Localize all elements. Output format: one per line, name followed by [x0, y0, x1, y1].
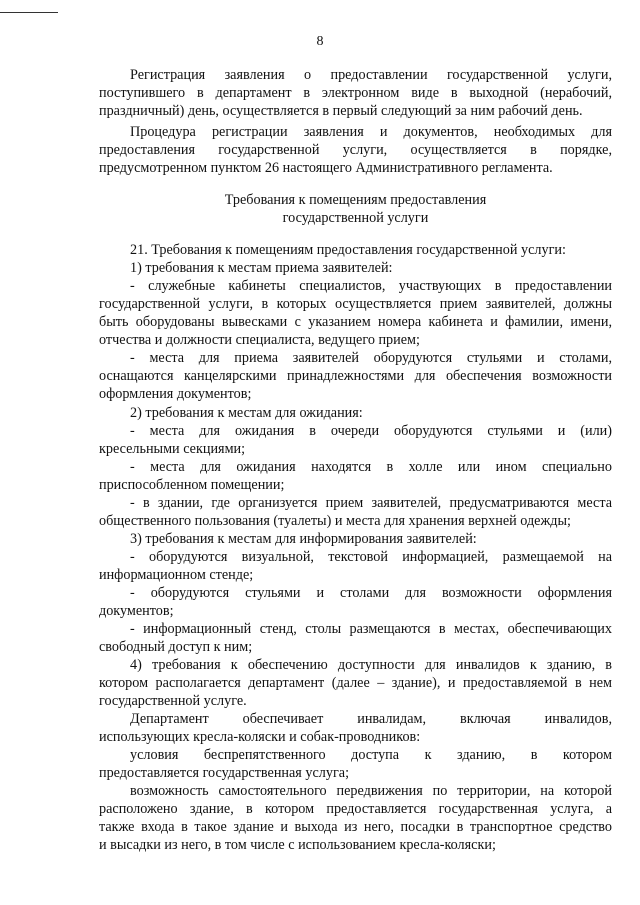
- paragraph-line: и высадки из него, в том числе с использованием кресла-коляски;: [99, 837, 496, 853]
- paragraph-line: использующих кресла-коляски и собак-проводников:: [99, 729, 421, 745]
- paragraph-line: - служебные кабинеты специалистов, участвующих в предоставлении: [130, 278, 612, 294]
- top-rule: [0, 12, 58, 13]
- paragraph-line: 2) требования к местам для ожидания:: [130, 405, 363, 421]
- paragraph-line: быть оборудованы вывесками с указанием номера кабинета и фамилии, имени,: [99, 314, 612, 330]
- paragraph-line: оформления документов;: [99, 386, 252, 402]
- paragraph-line: - места для ожидания находятся в холле или ином специально: [130, 459, 612, 475]
- paragraph-line: - информационный стенд, столы размещаются в местах, обеспечивающих: [130, 621, 612, 637]
- paragraph-line: котором располагается департамент (далее – здание), и предоставляемой в нем: [99, 675, 612, 691]
- paragraph-line: праздничный) день, осуществляется в первый следующий за ним рабочий день.: [99, 103, 583, 119]
- paragraph-line: документов;: [99, 603, 174, 619]
- section-heading: Требования к помещениям предоставления: [224, 192, 487, 208]
- paragraph-line: государственной услуги, в которых осуществляется прием заявителей, должны: [99, 296, 612, 312]
- paragraph-line: свободный доступ к ним;: [99, 639, 253, 655]
- paragraph-line: Департамент обеспечивает инвалидам, включая инвалидов,: [130, 711, 612, 727]
- paragraph-line: также входа в такое здание и выхода из него, посадки в транспортное средство: [99, 819, 612, 835]
- paragraph-line: Процедура регистрации заявления и документов, необходимых для: [130, 124, 612, 140]
- paragraph-line: 4) требования к обеспечению доступности для инвалидов к зданию, в: [130, 657, 612, 673]
- paragraph-line: 21. Требования к помещениям предоставления государственной услуги:: [130, 242, 566, 258]
- paragraph-line: кресельными секциями;: [99, 441, 246, 457]
- paragraph-line: - оборудуются визуальной, текстовой информацией, размещаемой на: [130, 549, 612, 565]
- paragraph-line: - места для ожидания в очереди оборудуются стульями и (или): [130, 423, 612, 439]
- paragraph-line: оснащаются канцелярскими принадлежностями для обеспечения возможности: [99, 368, 612, 384]
- paragraph-line: - в здании, где организуется прием заявителей, предусматриваются места: [130, 495, 612, 511]
- paragraph-line: информационном стенде;: [99, 567, 254, 583]
- paragraph-line: условия беспрепятственного доступа к зданию, в котором: [130, 747, 612, 763]
- paragraph-line: расположено здание, в котором предоставляется государственная услуга, а: [99, 801, 612, 817]
- paragraph-line: 3) требования к местам для информирования заявителей:: [130, 531, 477, 547]
- paragraph-line: поступившего в департамент в электронном виде в выходной (нерабочий,: [99, 85, 612, 101]
- paragraph-line: приспособленном помещении;: [99, 477, 285, 493]
- paragraph-line: государственной услуге.: [99, 693, 247, 709]
- paragraph-line: предоставления государственной услуги, осуществляется в порядке,: [99, 142, 612, 158]
- paragraph-line: - оборудуются стульями и столами для возможности оформления: [130, 585, 612, 601]
- paragraph-line: - места для приема заявителей оборудуются стульями и столами,: [130, 350, 612, 366]
- paragraph-line: общественного пользования (туалеты) и места для хранения верхней одежды;: [99, 513, 571, 529]
- page-number: 8: [316, 34, 324, 49]
- paragraph-line: отчества и должности специалиста, ведущего прием;: [99, 332, 420, 348]
- section-heading: государственной услуги: [282, 210, 429, 226]
- paragraph-line: предусмотренном пунктом 26 настоящего Административного регламента.: [99, 160, 553, 176]
- paragraph-line: предоставляется государственная услуга;: [99, 765, 350, 781]
- paragraph-line: 1) требования к местам приема заявителей:: [130, 260, 393, 276]
- paragraph-line: возможность самостоятельного передвижения по территории, на которой: [130, 783, 612, 799]
- paragraph-line: Регистрация заявления о предоставлении государственной услуги,: [130, 67, 612, 83]
